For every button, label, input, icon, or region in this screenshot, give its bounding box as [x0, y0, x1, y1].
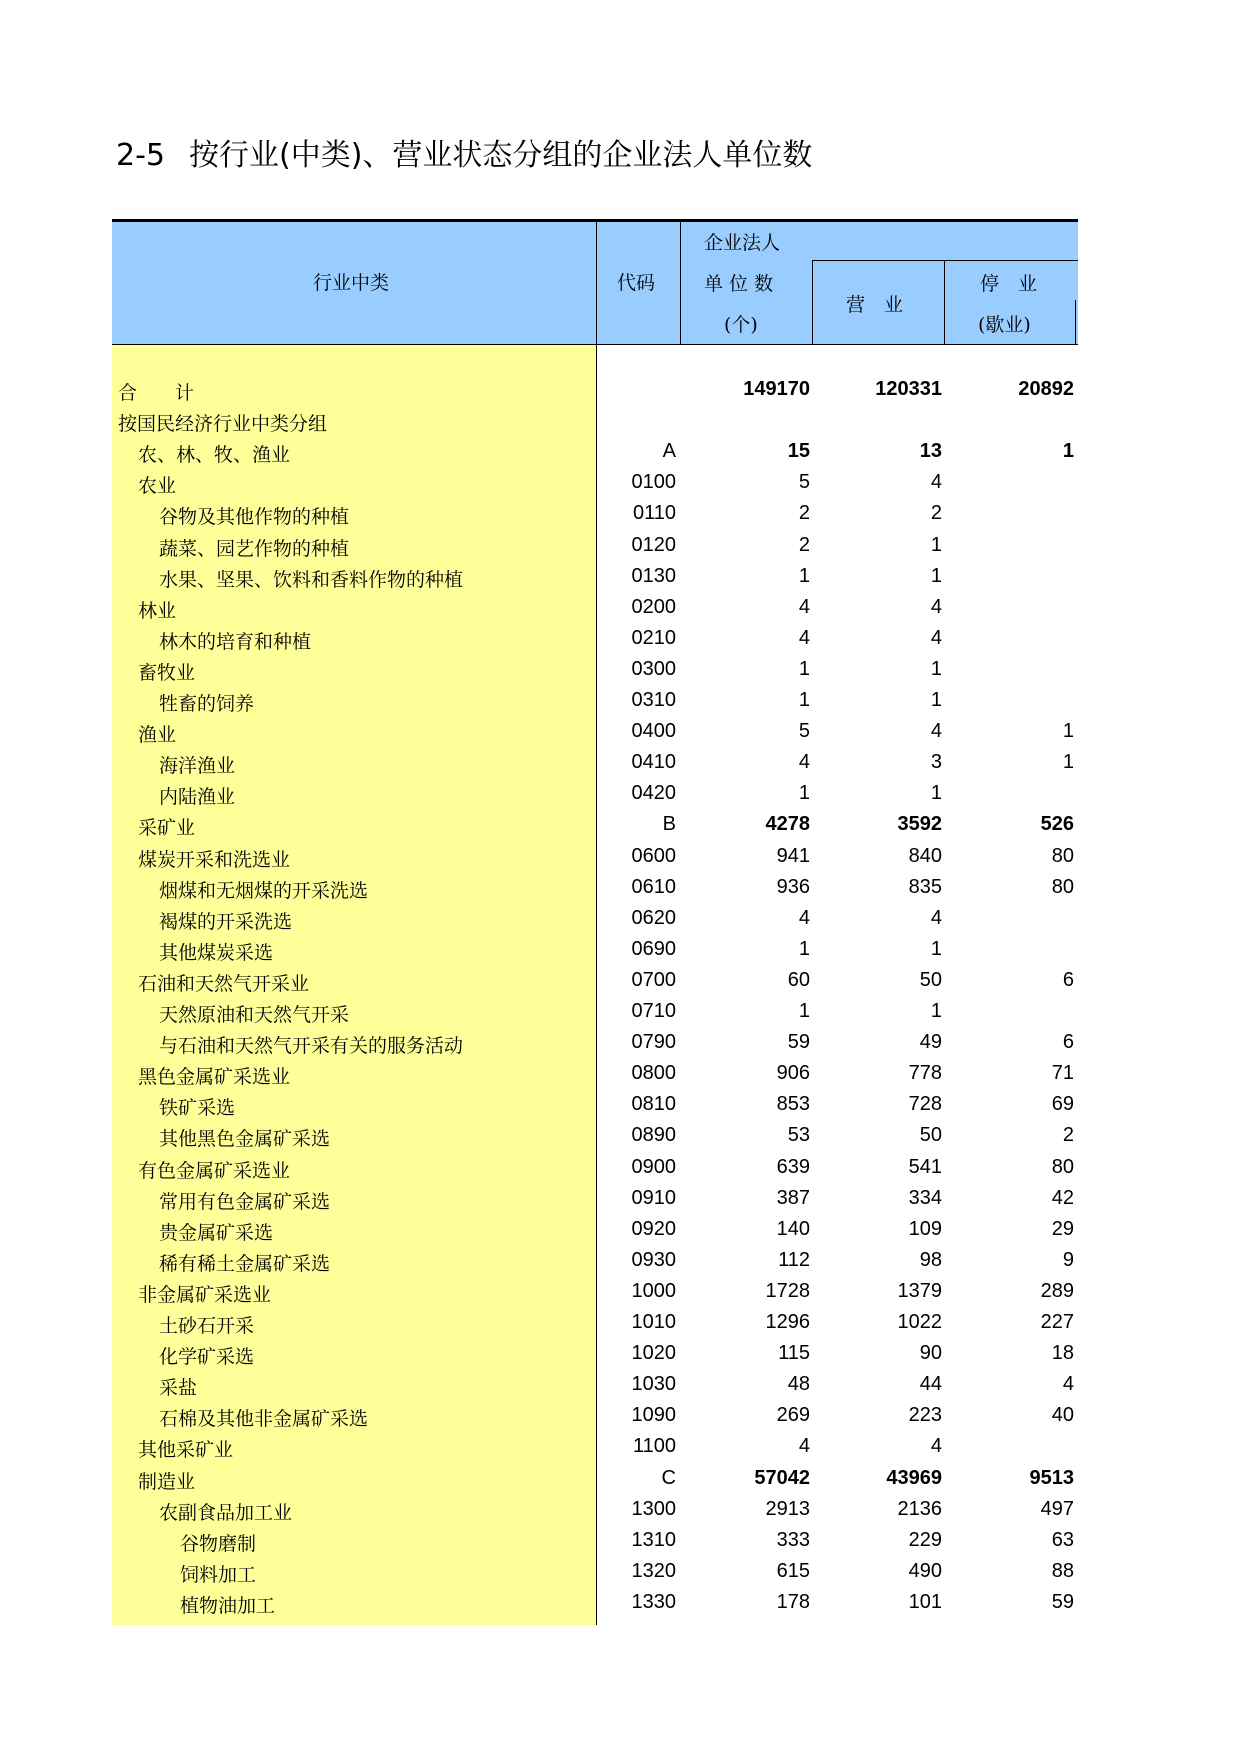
operating-count: 49 — [919, 1031, 942, 1054]
operating-count: 490 — [908, 1559, 942, 1582]
industry-name: 农业 — [138, 475, 177, 498]
industry-code: 1090 — [631, 1404, 676, 1427]
table-row — [0, 654, 1240, 685]
table-row — [0, 623, 1240, 654]
table-row — [0, 747, 1240, 778]
unit-count: 1 — [798, 689, 810, 711]
table-row — [0, 436, 1240, 467]
table-row — [0, 1183, 1240, 1214]
industry-code: 0710 — [631, 1000, 676, 1022]
operating-count: 120331 — [875, 378, 942, 400]
industry-name: 水果、坚果、饮料和香料作物的种植 — [159, 568, 464, 591]
suspended-count: 40 — [1051, 1404, 1074, 1427]
suspended-count: 71 — [1051, 1062, 1074, 1085]
table-row — [0, 374, 1240, 405]
operating-count: 3 — [930, 751, 942, 774]
table-row — [0, 530, 1240, 561]
operating-count: 223 — [908, 1404, 942, 1427]
operating-count: 13 — [919, 440, 942, 463]
operating-count: 4 — [930, 720, 942, 743]
industry-code: 1000 — [631, 1279, 676, 1302]
industry-name: 石油和天然气开采业 — [138, 972, 310, 995]
industry-name: 有色金属矿采选业 — [138, 1159, 291, 1182]
unit-count: 1 — [798, 937, 810, 960]
table-row — [0, 1463, 1240, 1494]
column-divider-code — [680, 222, 681, 344]
unit-count: 1 — [798, 782, 810, 805]
operating-count: 835 — [908, 875, 942, 898]
operating-count: 2136 — [897, 1497, 942, 1520]
table-row — [0, 498, 1240, 529]
industry-name: 化学矿采选 — [159, 1346, 255, 1369]
operating-count: 4 — [930, 471, 942, 494]
table-row — [0, 592, 1240, 623]
table-row — [0, 1027, 1240, 1058]
unit-count: 1 — [798, 657, 810, 680]
operating-count: 728 — [908, 1093, 942, 1116]
table-row — [0, 809, 1240, 840]
unit-count: 48 — [787, 1373, 810, 1396]
industry-code: 0800 — [631, 1062, 676, 1085]
industry-name: 渔业 — [138, 724, 177, 747]
table-number: 2-5 — [116, 138, 165, 173]
industry-name: 林木的培育和种植 — [159, 630, 312, 653]
industry-name: 其他黑色金属矿采选 — [159, 1128, 331, 1151]
operating-count: 1 — [930, 937, 942, 960]
operating-count: 1 — [930, 657, 942, 680]
unit-count: 906 — [776, 1062, 810, 1085]
suspended-count: 42 — [1051, 1186, 1074, 1209]
unit-count: 53 — [787, 1124, 810, 1147]
industry-name: 制造业 — [138, 1470, 196, 1493]
unit-count: 57042 — [754, 1466, 810, 1489]
industry-code: 1020 — [631, 1342, 676, 1365]
operating-count: 4 — [930, 626, 942, 649]
table-row — [0, 1152, 1240, 1183]
unit-count: 936 — [776, 875, 810, 898]
suspended-count: 4 — [1062, 1373, 1074, 1396]
industry-code: 0790 — [631, 1031, 676, 1054]
operating-count: 1 — [930, 564, 942, 587]
industry-code: 0300 — [631, 657, 676, 680]
operating-count: 4 — [930, 906, 942, 929]
header-unit-group: 企业法人 — [704, 232, 781, 254]
industry-name: 常用有色金属矿采选 — [159, 1190, 331, 1213]
industry-code: A — [662, 440, 676, 463]
industry-name: 按国民经济行业中类分组 — [118, 413, 328, 436]
industry-code: 1310 — [631, 1528, 676, 1551]
table-row — [0, 1245, 1240, 1276]
table-row — [0, 1338, 1240, 1369]
industry-code: 1300 — [631, 1497, 676, 1520]
table-row — [0, 965, 1240, 996]
header-subgroup-rule — [812, 260, 1078, 261]
suspended-count: 69 — [1051, 1093, 1074, 1116]
industry-code: 0920 — [631, 1217, 676, 1240]
suspended-count: 63 — [1051, 1528, 1074, 1551]
industry-code: 1010 — [631, 1311, 676, 1333]
operating-count: 840 — [908, 844, 942, 867]
operating-count: 44 — [919, 1373, 942, 1396]
unit-count: 615 — [776, 1559, 810, 1582]
unit-count: 140 — [776, 1217, 810, 1240]
industry-name: 内陆渔业 — [159, 786, 236, 809]
table-row — [0, 1494, 1240, 1525]
unit-count: 1728 — [765, 1279, 810, 1302]
operating-count: 229 — [908, 1528, 942, 1551]
suspended-count: 80 — [1051, 1155, 1074, 1178]
industry-code: 0700 — [631, 968, 676, 991]
industry-name: 非金属矿采选业 — [138, 1283, 272, 1306]
unit-count: 639 — [776, 1155, 810, 1178]
industry-code: 0890 — [631, 1124, 676, 1147]
table-row — [0, 1369, 1240, 1400]
suspended-count: 526 — [1040, 813, 1074, 836]
unit-count: 112 — [778, 1248, 810, 1271]
header-suspended-note: (歇业) — [978, 314, 1031, 336]
industry-name: 植物油加工 — [180, 1594, 276, 1617]
unit-count: 178 — [776, 1590, 810, 1613]
industry-code: 0100 — [631, 471, 676, 494]
operating-count: 1022 — [897, 1311, 942, 1333]
table-row — [0, 1525, 1240, 1556]
suspended-count: 227 — [1040, 1311, 1074, 1333]
suspended-count: 9513 — [1029, 1466, 1074, 1489]
operating-count: 3592 — [897, 813, 942, 836]
industry-code: 1330 — [631, 1590, 676, 1613]
industry-code: 0810 — [631, 1093, 676, 1116]
industry-code: 1030 — [631, 1373, 676, 1396]
suspended-count: 20892 — [1018, 378, 1074, 400]
industry-name: 谷物磨制 — [180, 1532, 257, 1555]
industry-name: 农、林、牧、渔业 — [138, 444, 291, 467]
industry-code: 0930 — [631, 1248, 676, 1271]
table-row — [0, 872, 1240, 903]
industry-code: 0130 — [631, 564, 676, 587]
operating-count: 98 — [919, 1248, 942, 1271]
unit-count: 15 — [787, 440, 810, 463]
unit-count: 853 — [776, 1093, 810, 1116]
unit-count: 1 — [798, 1000, 810, 1022]
industry-name: 天然原油和天然气开采 — [159, 1004, 350, 1026]
industry-name: 农副食品加工业 — [159, 1501, 293, 1524]
suspended-count: 1 — [1062, 720, 1074, 743]
operating-count: 1 — [930, 1000, 942, 1022]
header-industry: 行业中类 — [313, 272, 390, 294]
suspended-count: 29 — [1051, 1217, 1074, 1240]
industry-code: B — [662, 813, 676, 836]
table-row — [0, 561, 1240, 592]
suspended-count: 1 — [1062, 751, 1074, 774]
unit-count: 269 — [776, 1404, 810, 1427]
industry-name: 石棉及其他非金属矿采选 — [159, 1408, 369, 1431]
industry-code: 0900 — [631, 1155, 676, 1178]
table-row — [0, 467, 1240, 498]
operating-count: 1 — [930, 533, 942, 556]
table-row — [0, 685, 1240, 716]
operating-count: 541 — [908, 1155, 942, 1178]
operating-count: 43969 — [886, 1466, 942, 1489]
column-divider-operating — [944, 260, 945, 344]
unit-count: 2 — [798, 533, 810, 556]
industry-code: C — [661, 1466, 676, 1489]
industry-name: 合 计 — [118, 382, 195, 404]
suspended-count: 289 — [1040, 1279, 1074, 1302]
unit-count: 941 — [776, 844, 810, 867]
table-row — [0, 1276, 1240, 1307]
table-row — [0, 1214, 1240, 1245]
industry-name: 蔬菜、园艺作物的种植 — [159, 537, 350, 560]
column-divider-suspended — [1075, 300, 1076, 344]
industry-code: 0690 — [631, 937, 676, 960]
unit-count: 4278 — [765, 813, 810, 836]
table-row — [0, 405, 1240, 436]
unit-count: 149170 — [743, 378, 810, 400]
table-row — [0, 1058, 1240, 1089]
unit-count: 4 — [798, 751, 810, 774]
industry-name: 谷物及其他作物的种植 — [159, 506, 350, 529]
operating-count: 1 — [930, 782, 942, 805]
table-title: 按行业(中类)、营业状态分组的企业法人单位数 — [189, 138, 813, 173]
industry-name: 林业 — [138, 599, 177, 622]
unit-count: 1 — [798, 564, 810, 587]
unit-count: 5 — [798, 720, 810, 743]
industry-name: 饲料加工 — [180, 1563, 257, 1586]
industry-name: 烟煤和无烟煤的开采洗选 — [159, 879, 369, 902]
industry-code: 0420 — [631, 782, 676, 805]
table-row — [0, 716, 1240, 747]
table-row — [0, 841, 1240, 872]
suspended-count: 497 — [1040, 1497, 1074, 1520]
industry-name: 稀有稀土金属矿采选 — [159, 1252, 331, 1275]
suspended-count: 59 — [1051, 1590, 1074, 1613]
operating-count: 101 — [908, 1590, 942, 1613]
table-row — [0, 1120, 1240, 1151]
header-code: 代码 — [617, 272, 656, 294]
operating-count: 109 — [908, 1217, 942, 1240]
suspended-count: 18 — [1051, 1342, 1074, 1365]
suspended-count: 9 — [1062, 1248, 1074, 1271]
table-row — [0, 1587, 1240, 1618]
industry-name: 采矿业 — [138, 817, 196, 840]
table-row — [0, 1089, 1240, 1120]
industry-code: 0610 — [631, 875, 676, 898]
unit-count: 2 — [798, 502, 810, 525]
industry-code: 0600 — [631, 844, 676, 867]
unit-count: 115 — [778, 1342, 810, 1365]
industry-code: 0310 — [631, 689, 676, 711]
industry-code: 0200 — [631, 595, 676, 618]
industry-code: 0410 — [631, 751, 676, 774]
table-row — [0, 903, 1240, 934]
industry-code: 0400 — [631, 720, 676, 743]
suspended-count: 2 — [1062, 1124, 1074, 1147]
industry-name: 其他煤炭采选 — [159, 941, 274, 964]
table-header — [112, 222, 1078, 344]
suspended-count: 80 — [1051, 875, 1074, 898]
industry-code: 1100 — [632, 1435, 676, 1458]
table-row — [0, 1431, 1240, 1462]
suspended-count: 1 — [1062, 440, 1074, 463]
operating-count: 1379 — [897, 1279, 942, 1302]
unit-count: 59 — [787, 1031, 810, 1054]
unit-count: 333 — [776, 1528, 810, 1551]
industry-name: 贵金属矿采选 — [159, 1221, 274, 1244]
operating-count: 4 — [930, 1435, 942, 1458]
page-title — [116, 130, 812, 174]
header-suspended: 停 业 — [980, 273, 1038, 295]
industry-name: 牲畜的饲养 — [159, 693, 255, 715]
operating-count: 334 — [908, 1186, 942, 1209]
table-row — [0, 934, 1240, 965]
industry-name: 与石油和天然气开采有关的服务活动 — [159, 1035, 464, 1058]
industry-name: 褐煤的开采洗选 — [159, 910, 293, 933]
suspended-count: 6 — [1062, 968, 1074, 991]
industry-name: 其他采矿业 — [138, 1439, 234, 1462]
industry-code: 0120 — [631, 533, 676, 556]
operating-count: 50 — [919, 1124, 942, 1147]
industry-name: 黑色金属矿采选业 — [138, 1066, 291, 1089]
industry-code: 0110 — [632, 502, 676, 525]
operating-count: 90 — [919, 1342, 942, 1365]
suspended-count: 88 — [1051, 1559, 1074, 1582]
header-unit-count-unit: (个) — [724, 314, 758, 336]
header-unit-count: 单 位 数 — [704, 273, 774, 295]
operating-count: 4 — [930, 595, 942, 618]
industry-name: 土砂石开采 — [159, 1315, 255, 1337]
unit-count: 387 — [776, 1186, 810, 1209]
industry-name: 海洋渔业 — [159, 755, 236, 778]
industry-code: 1320 — [631, 1559, 676, 1582]
table-row — [0, 1400, 1240, 1431]
industry-name: 铁矿采选 — [159, 1097, 236, 1120]
table-row — [0, 1556, 1240, 1587]
unit-count: 1296 — [765, 1311, 810, 1333]
header-operating: 营 业 — [846, 294, 904, 316]
unit-count: 2913 — [765, 1497, 810, 1520]
operating-count: 1 — [930, 689, 942, 711]
unit-count: 4 — [798, 626, 810, 649]
table-row — [0, 778, 1240, 809]
industry-code: 0620 — [631, 906, 676, 929]
table-row — [0, 1307, 1240, 1338]
industry-code: 0910 — [631, 1186, 676, 1209]
unit-count: 4 — [798, 906, 810, 929]
unit-count: 5 — [798, 471, 810, 494]
column-divider-total — [812, 260, 813, 344]
operating-count: 778 — [908, 1062, 942, 1085]
operating-count: 50 — [919, 968, 942, 991]
industry-name: 采盐 — [159, 1377, 198, 1400]
industry-code: 0210 — [631, 626, 676, 649]
industry-name: 畜牧业 — [138, 661, 196, 684]
unit-count: 60 — [787, 968, 810, 991]
suspended-count: 6 — [1062, 1031, 1074, 1054]
suspended-count: 80 — [1051, 844, 1074, 867]
unit-count: 4 — [798, 595, 810, 618]
industry-name: 煤炭开采和洗选业 — [138, 848, 291, 871]
table-row — [0, 996, 1240, 1027]
operating-count: 2 — [930, 502, 942, 525]
unit-count: 4 — [798, 1435, 810, 1458]
